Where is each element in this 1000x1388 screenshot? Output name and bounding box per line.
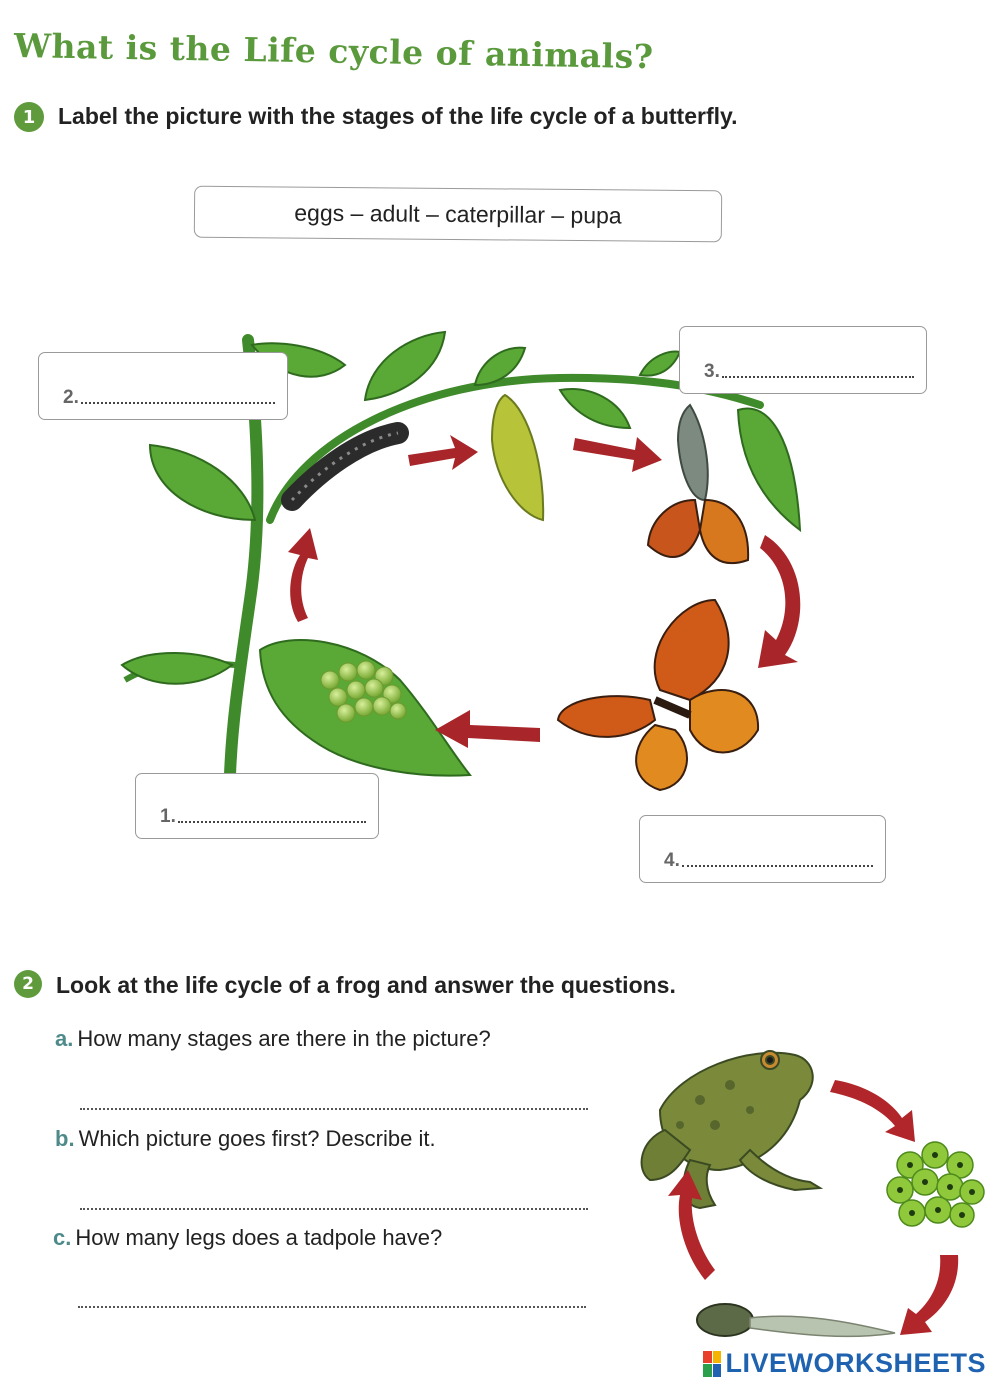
question-2c-letter: c. — [53, 1225, 72, 1250]
arrow-caterpillar-to-pupa — [408, 435, 478, 470]
arrow-eggs-to-caterpillar — [288, 528, 318, 622]
answer-line-2[interactable] — [81, 402, 275, 404]
label-box-1[interactable] — [135, 773, 379, 839]
liveworksheets-logo-text: LIVEWORKSHEETS — [725, 1348, 986, 1378]
label-box-4[interactable] — [639, 815, 886, 883]
page-title: What is the Life cycle of animals? — [13, 26, 654, 77]
label-box-2[interactable] — [38, 352, 288, 420]
question-1-instruction: Label the picture with the stages of the life cycle of a butterfly. — [58, 103, 738, 129]
empty-chrysalis — [678, 405, 708, 500]
question-2b-text: Which picture goes first? Describe it. — [78, 1126, 436, 1151]
question-2a-text: How many stages are there in the picture? — [77, 1026, 491, 1051]
question-2b-letter: b. — [55, 1126, 75, 1151]
answer-line-2c[interactable] — [78, 1306, 586, 1308]
adult-butterfly — [558, 600, 758, 790]
label-box-3[interactable] — [679, 326, 927, 394]
answer-line-4[interactable] — [682, 865, 873, 867]
answer-line-1[interactable] — [178, 821, 366, 823]
adult-frog — [642, 1051, 820, 1208]
question-2-instruction: Look at the life cycle of a frog and answer the questions. — [56, 972, 676, 998]
arrow-emerging-to-adult — [758, 535, 800, 668]
tadpole — [697, 1304, 895, 1336]
answer-line-2a[interactable] — [80, 1108, 588, 1110]
label-number-1: 1. — [160, 806, 176, 827]
liveworksheets-logo-icon — [703, 1351, 721, 1377]
answer-line-2b[interactable] — [80, 1208, 588, 1210]
question-1-number: 1 — [14, 102, 44, 132]
arrow-adult-to-eggs — [435, 710, 540, 748]
question-2c — [53, 1225, 442, 1251]
question-2c-text: How many legs does a tadpole have? — [75, 1225, 443, 1250]
emerging-butterfly — [648, 500, 748, 563]
question-2b — [55, 1126, 436, 1152]
word-bank: eggs – adult – caterpillar – pupa — [194, 186, 722, 243]
label-number-2: 2. — [63, 387, 79, 408]
pupa — [492, 395, 543, 520]
label-number-4: 4. — [664, 850, 680, 871]
question-2-number: 2 — [14, 970, 42, 998]
label-number-3: 3. — [704, 361, 720, 382]
frog-life-cycle-illustration — [620, 1030, 1000, 1350]
arrow-pupa-to-emerging — [573, 437, 662, 472]
question-2a-letter: a. — [55, 1026, 74, 1051]
liveworksheets-logo — [703, 1348, 986, 1379]
answer-line-3[interactable] — [722, 376, 914, 378]
question-2a — [55, 1026, 491, 1052]
